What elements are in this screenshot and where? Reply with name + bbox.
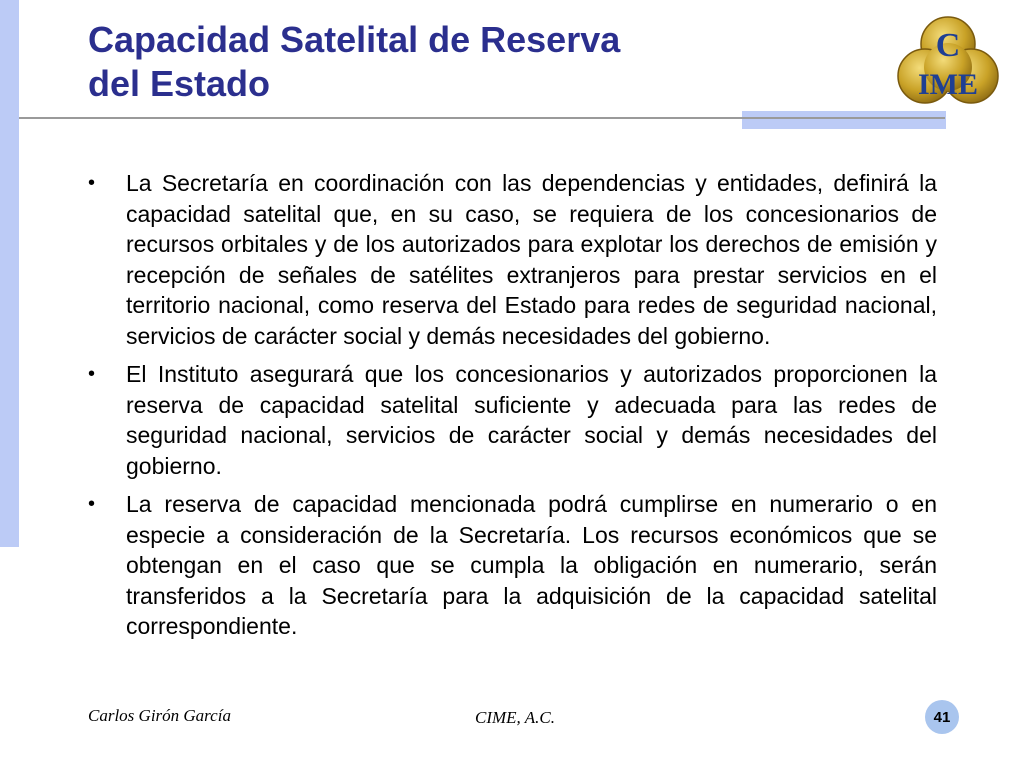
page-number-badge: 41 — [925, 700, 959, 734]
slide-title-line-1: Capacidad Satelital de Reserva — [88, 19, 621, 60]
bullet-marker: • — [88, 363, 96, 385]
bullet-marker: • — [88, 493, 96, 515]
list-item — [88, 359, 937, 481]
left-accent-bar — [0, 0, 19, 547]
bullet-text: La reserva de capacidad mencionada podrá cumplirse en numerario o en especie a consideración de la Secretaría. Los recursos económicos que se obtengan en el caso que se cumpla la obligación en numerario, serán transferidos a la Secretaría para la adquisición de la capacidad satelital correspondiente. — [126, 491, 937, 639]
slide-title-line-2: del Estado — [88, 63, 271, 104]
bullet-text: El Instituto asegurará que los concesionarios y autorizados proporcionen la reserva de capacidad satelital suficiente y adecuada para las redes de seguridad nacional, servicios de carácter social y demás necesidades del gobierno. — [126, 361, 937, 479]
title-accent-bar — [742, 111, 946, 129]
bullet-marker: • — [88, 172, 96, 194]
bullet-text: La Secretaría en coordinación con las dependencias y entidades, definirá la capacidad satelital que, en su caso, se requiera de los concesionarios de recursos orbitales y de los autorizados para explotar los derechos de emisión y recepción de señales de satélites extranjeros para prestar servicios en el territorio nacional, como reserva del Estado para redes de seguridad nacional, servicios de carácter social y demás necesidades del gobierno. — [126, 170, 937, 349]
list-item — [88, 489, 937, 642]
slide-title — [88, 18, 788, 106]
list-item — [88, 168, 937, 351]
footer-author: Carlos Girón García — [88, 706, 231, 725]
logo-bottom-letters: IME — [918, 68, 978, 101]
cime-logo-icon — [893, 12, 1003, 112]
footer-organization: CIME, A.C. — [475, 708, 555, 727]
logo-top-letter: C — [935, 27, 961, 64]
bullet-list — [88, 168, 937, 650]
title-divider — [19, 117, 945, 119]
